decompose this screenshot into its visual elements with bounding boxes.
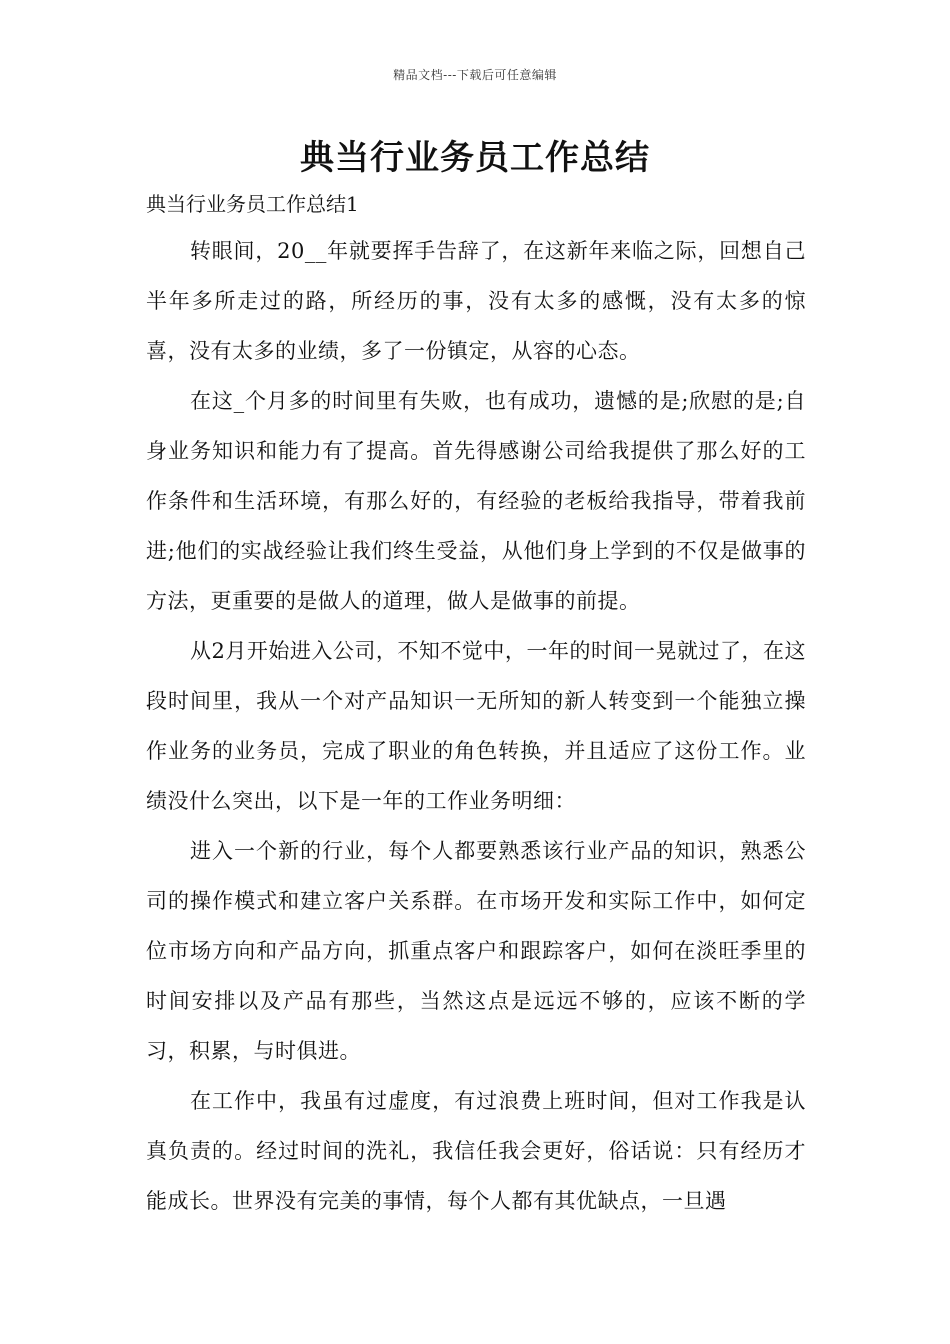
paragraph-2: 在这_个月多的时间里有失败，也有成功，遗憾的是;欣慰的是;自身业务知识和能力有了提高。首先得感谢公司给我提供了那么好的工作条件和生活环境，有那么好的，有经验的老板给我指导，带着我前进;他们的实战经验让我们终生受益，从他们身上学到的不仅是做事的方法，更重要的是做人的道理，做人是做事的前提。	[146, 389, 806, 613]
section-heading: 典当行业务员工作总结1	[146, 192, 359, 216]
document-body	[146, 226, 806, 1226]
header-note: 精品文档---下载后可任意编辑	[393, 68, 557, 82]
paragraph-1: 转眼间，20__年就要挥手告辞了，在这新年来临之际，回想自己半年多所走过的路，所经历的事，没有太多的感慨，没有太多的惊喜，没有太多的业绩，多了一份镇定，从容的心态。	[146, 239, 806, 363]
paragraph-3: 从2月开始进入公司，不知不觉中，一年的时间一晃就过了，在这段时间里，我从一个对产品知识一无所知的新人转变到一个能独立操作业务的业务员，完成了职业的角色转换，并且适应了这份工作。业绩没什么突出，以下是一年的工作业务明细：	[146, 639, 806, 813]
paragraph-5: 在工作中，我虽有过虚度，有过浪费上班时间，但对工作我是认真负责的。经过时间的洗礼，我信任我会更好，俗话说：只有经历才能成长。世界没有完美的事情，每个人都有其优缺点，一旦遇	[146, 1089, 806, 1213]
paragraph-4: 进入一个新的行业，每个人都要熟悉该行业产品的知识，熟悉公司的操作模式和建立客户关系群。在市场开发和实际工作中，如何定位市场方向和产品方向，抓重点客户和跟踪客户，如何在淡旺季里的时间安排以及产品有那些，当然这点是远远不够的，应该不断的学习，积累，与时俱进。	[146, 839, 806, 1063]
document-title: 典当行业务员工作总结	[300, 138, 650, 178]
